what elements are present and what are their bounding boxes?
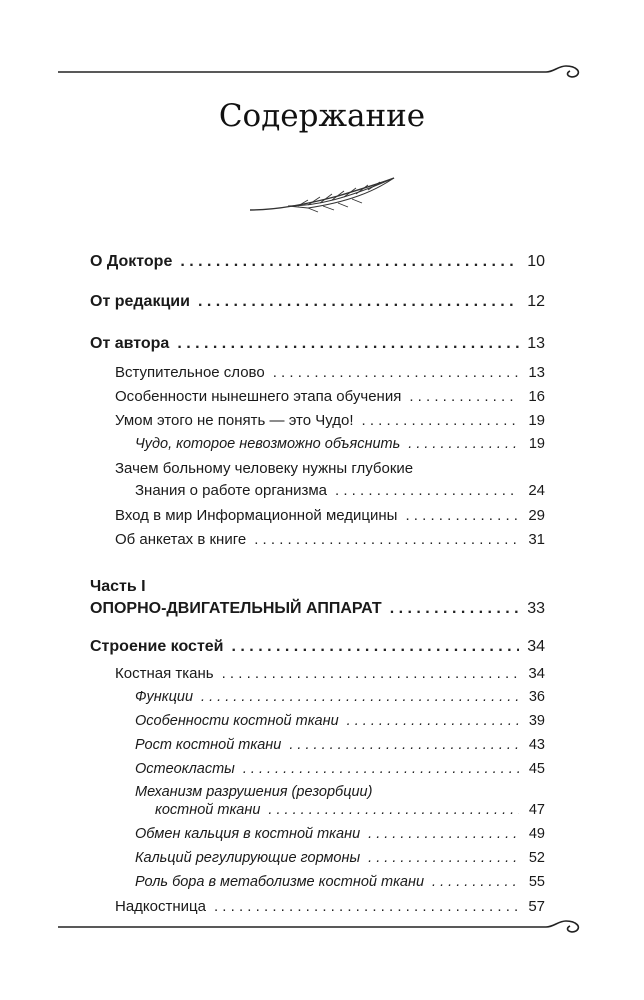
- toc-page-number: 10: [527, 253, 545, 270]
- toc-entry-title: Кальций регулирующие гормоны: [135, 850, 361, 866]
- dot-leader: [180, 253, 519, 271]
- toc-page-number: 45: [528, 761, 545, 777]
- toc-entry-title: Особенности костной ткани: [135, 713, 339, 729]
- toc-page-number: 52: [528, 850, 545, 866]
- toc-entry-title: Функции: [135, 689, 194, 705]
- page-title: Содержание: [218, 98, 426, 134]
- toc-entry-title: О Докторе: [90, 253, 173, 270]
- dot-leader: [362, 412, 520, 429]
- dot-leader: [405, 507, 519, 524]
- toc-entry-nadkostnitsa[interactable]: [115, 898, 545, 915]
- toc-entry-vhod[interactable]: [115, 507, 545, 524]
- toc-entry-title: Знания о работе организма: [135, 482, 328, 499]
- dot-leader: [254, 531, 519, 548]
- toc-entry-osteoklasty[interactable]: [135, 761, 545, 777]
- toc-page-number: 13: [527, 335, 545, 352]
- part-label: Часть I: [90, 578, 146, 595]
- dot-leader: [268, 802, 519, 818]
- toc-entry-funktsii[interactable]: [135, 689, 545, 705]
- dot-leader: [289, 737, 519, 753]
- toc-entry-title: костной ткани: [155, 802, 261, 818]
- toc-entry-ob-anketah[interactable]: [115, 531, 545, 548]
- dot-leader: [177, 335, 519, 353]
- toc-entry-title: Остеокласты: [135, 761, 235, 777]
- toc-entry-ot-redaktsii[interactable]: [90, 293, 545, 311]
- dot-leader: [347, 713, 519, 729]
- dot-leader: [273, 364, 519, 381]
- dot-leader: [368, 826, 519, 842]
- toc-entry-title: Умом этого не понять — это Чудо!: [115, 412, 354, 429]
- dot-leader: [390, 600, 519, 618]
- dot-leader: [232, 638, 519, 656]
- toc-page-number: 24: [528, 482, 545, 499]
- toc-page-number: 36: [528, 689, 545, 705]
- toc-entry-kaltsiy[interactable]: [135, 850, 545, 866]
- toc-entry-mehanizm[interactable]: [155, 802, 545, 818]
- dot-leader: [243, 761, 519, 777]
- toc-page-number: 31: [528, 531, 545, 548]
- toc-page-number: 19: [528, 412, 545, 429]
- toc-entry-osobennosti-etapa[interactable]: [115, 388, 545, 405]
- toc-page-number: 29: [528, 507, 545, 524]
- toc-entry-title: Вступительное слово: [115, 364, 265, 381]
- dot-leader: [214, 898, 519, 915]
- toc-entry-title: Надкостница: [115, 898, 206, 915]
- toc-page-number: 16: [528, 388, 545, 405]
- toc-entry-title: ОПОРНО-ДВИГАТЕЛЬНЫЙ АППАРАТ: [90, 600, 382, 617]
- toc-entry-ot-avtora[interactable]: [90, 335, 545, 353]
- toc-page-number: 57: [528, 898, 545, 915]
- toc-entry-title: Роль бора в метаболизме костной ткани: [135, 874, 425, 890]
- toc-page-number: 47: [528, 802, 545, 818]
- dot-leader: [335, 482, 519, 499]
- toc-entry-title: Строение костей: [90, 638, 224, 655]
- toc-entry-osobennosti-tkani[interactable]: [135, 713, 545, 729]
- toc-entry-o-doktore[interactable]: [90, 253, 545, 271]
- toc-entry-zachem[interactable]: [135, 482, 545, 499]
- toc-entry-title: От автора: [90, 335, 170, 352]
- dot-leader: [368, 850, 519, 866]
- toc-entry-chast1[interactable]: [90, 600, 545, 618]
- toc-page-number: 12: [527, 293, 545, 310]
- toc-entry-title: Обмен кальция в костной ткани: [135, 826, 361, 842]
- toc-entry-stroenie[interactable]: [90, 638, 545, 656]
- toc-entry-title: Особенности нынешнего этапа обучения: [115, 388, 402, 405]
- dot-leader: [432, 874, 519, 890]
- toc-entry-title: Об анкетах в книге: [115, 531, 247, 548]
- toc-entry-zachem-line1[interactable]: Зачем больному человеку нужны глубокие: [115, 460, 414, 477]
- toc-entry-obmen[interactable]: [135, 826, 545, 842]
- toc-page-number: 13: [528, 364, 545, 381]
- toc-page-number: 34: [528, 665, 545, 682]
- toc-page-number: 43: [528, 737, 545, 753]
- dot-leader: [198, 293, 519, 311]
- toc-page-number: 33: [527, 600, 545, 617]
- toc-page-number: 49: [528, 826, 545, 842]
- toc-page-number: 39: [528, 713, 545, 729]
- toc-entry-rost[interactable]: [135, 737, 545, 753]
- dot-leader: [408, 436, 519, 452]
- toc-entry-title: Чудо, которое невозможно объяснить: [135, 436, 401, 452]
- ornamental-rule-bottom: [58, 915, 588, 939]
- toc-entry-kostnaya[interactable]: [115, 665, 545, 682]
- toc-entry-umom[interactable]: [115, 412, 545, 429]
- toc-page-number: 19: [528, 436, 545, 452]
- dot-leader: [409, 388, 519, 405]
- dot-leader: [222, 665, 519, 682]
- toc-entry-title: Вход в мир Информационной медицины: [115, 507, 398, 524]
- toc-entry-title: Костная ткань: [115, 665, 214, 682]
- toc-entry-rol-bora[interactable]: [135, 874, 545, 890]
- toc-entry-title: Рост костной ткани: [135, 737, 282, 753]
- toc-page-number: 34: [527, 638, 545, 655]
- toc-entry-chudo[interactable]: [135, 436, 545, 452]
- toc-page-number: 55: [528, 874, 545, 890]
- toc-entry-mehanizm-line1[interactable]: Механизм разрушения (резорбции): [135, 784, 373, 800]
- toc-entry-vstupitelnoe[interactable]: [115, 364, 545, 381]
- toc-entry-title: От редакции: [90, 293, 190, 310]
- dot-leader: [201, 689, 519, 705]
